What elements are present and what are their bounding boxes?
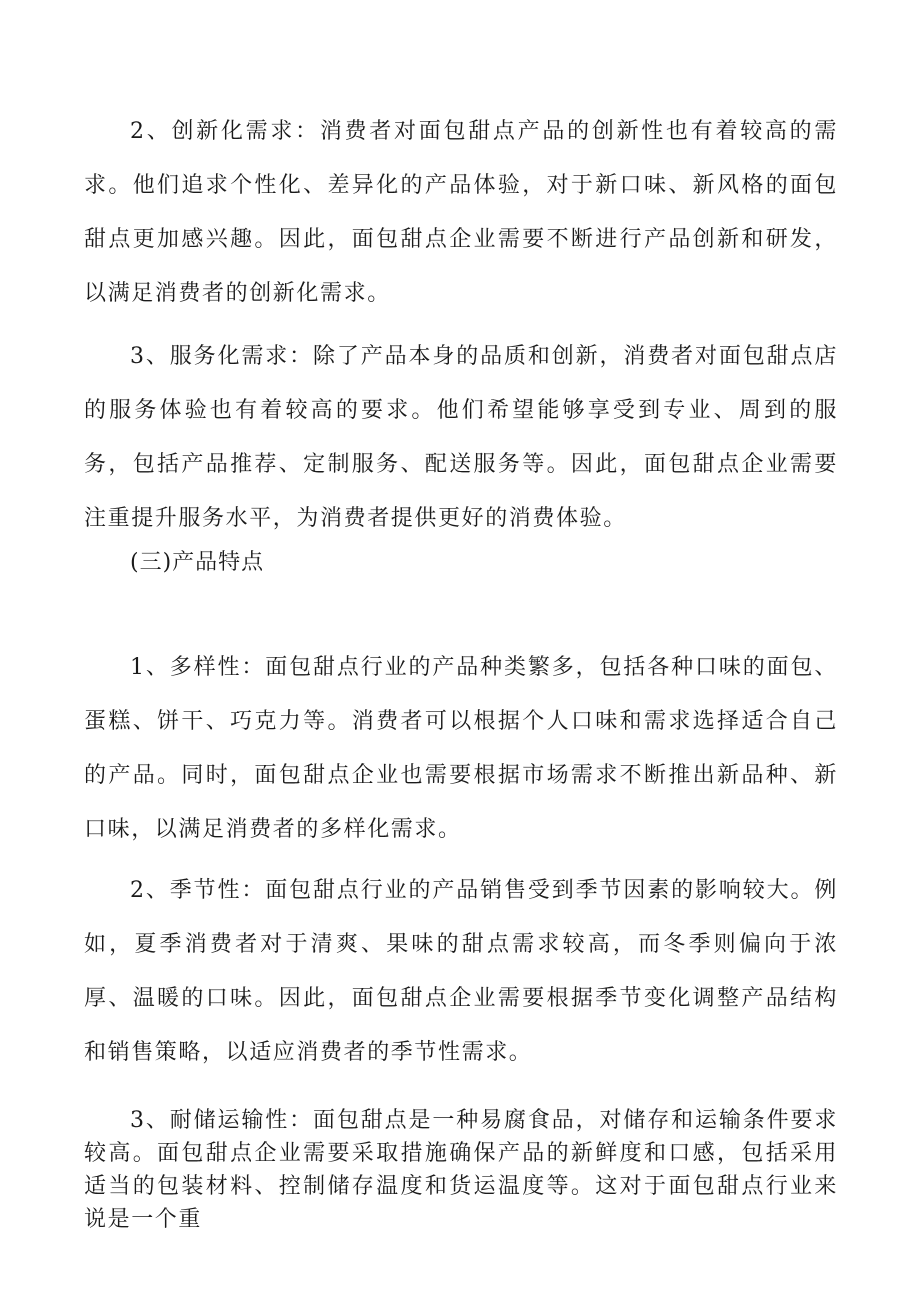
paragraph-innovation-demand: 2、创新化需求：消费者对面包甜点产品的创新性也有着较高的需求。他们追求个性化、差异化的产品体验，对于新口味、新风格的面包甜点更加感兴趣。因此，面包甜点企业需要不断进行产品创新和研发，以满足消费者的创新化需求。 <box>84 119 838 306</box>
section-heading-product-features: (三)产品特点 <box>130 550 265 575</box>
paragraph-diversity: 1、多样性：面包甜点行业的产品种类繁多，包括各种口味的面包、蛋糕、饼干、巧克力等。消费者可以根据个人口味和需求选择适合自己的产品。同时，面包甜点企业也需要根据市场需求不断推出新品种、新口味，以满足消费者的多样化需求。 <box>84 655 838 842</box>
paragraph-service-demand: 3、服务化需求：除了产品本身的品质和创新，消费者对面包甜点店的服务体验也有着较高的要求。他们希望能够享受到专业、周到的服务，包括产品推荐、定制服务、配送服务等。因此，面包甜点企业需要注重提升服务水平，为消费者提供更好的消费体验。 <box>84 344 838 531</box>
paragraph-seasonality: 2、季节性：面包甜点行业的产品销售受到季节因素的影响较大。例如，夏季消费者对于清爽、果味的甜点需求较高，而冬季则偏向于浓厚、温暖的口味。因此，面包甜点企业需要根据季节变化调整产品结构和销售策略，以适应消费者的季节性需求。 <box>84 878 838 1065</box>
paragraph-storage-transport: 3、耐储运输性：面包甜点是一种易腐食品，对储存和运输条件要求较高。面包甜点企业需要采取措施确保产品的新鲜度和口感，包括采用适当的包装材料、控制储存温度和货运温度等。这对于面包甜点行业来说是一个重 <box>84 1108 838 1232</box>
